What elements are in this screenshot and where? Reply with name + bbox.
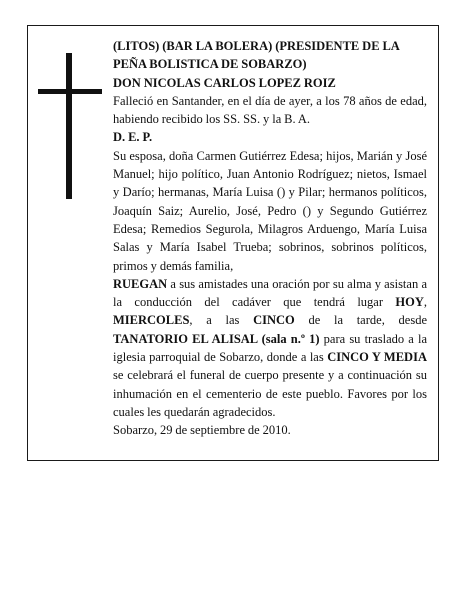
cross-icon (38, 53, 102, 199)
obituary-card (27, 25, 439, 461)
place-date: Sobarzo, 29 de septiembre de 2010. (113, 423, 291, 438)
time-label: CINCO (253, 313, 295, 328)
obituary-text (113, 37, 427, 440)
funeral-time: CINCO Y MEDIA (327, 350, 427, 365)
hoy-label: HOY (395, 295, 424, 310)
ruegan-label: RUEGAN (113, 276, 168, 291)
request-paragraph: RUEGAN a sus amistades una oración por su alma y asistan a la conducción del cadáver que tendrá lugar HOY, MIERCOLES, a las CINCO de la tarde, desde TANATORIO EL ALISAL (sala n.º 1) para su traslado a la iglesia parroquial de Sobarzo, donde a las CINCO Y MEDIA se celebrará el funeral de cuerpo presente y a continuación su inhumación en el cementerio de este pueblo. Favores por los cuales les quedarán agradecidos. (113, 276, 428, 419)
header-affiliations: (LITOS) (BAR LA BOLERA) (PRESIDENTE DE LA PEÑA BOLISTICA DE SOBARZO) (113, 39, 400, 72)
weekday-label: MIERCOLES (113, 313, 190, 328)
death-notice: Falleció en Santander, en el día de ayer, a los 78 años de edad, habiendo recibido los SS. SS. y la B. A. (113, 93, 427, 127)
funeral-home: TANATORIO EL ALISAL (sala n.º 1) (113, 331, 320, 346)
family-list: Su esposa, doña Carmen Gutiérrez Edesa; hijos, Marián y José Manuel; hijo político, Juan Antonio Rodríguez; nietos, Ismael y Darío; hermanas, María Luisa () y Pilar; hermanos políticos, Joaquín Saiz; Aurelio, José, Pedro () y Segundo Gutiérrez Edesa; Remedios Segurola, Milagros Arduengo, María Luisa Salas y María Isabel Trueba; sobrinos, sobrinos políticos, primos y demás familia, (113, 148, 427, 273)
deceased-name: DON NICOLAS CARLOS LOPEZ ROIZ (113, 75, 336, 90)
dep-label: D. E. P. (113, 130, 153, 145)
